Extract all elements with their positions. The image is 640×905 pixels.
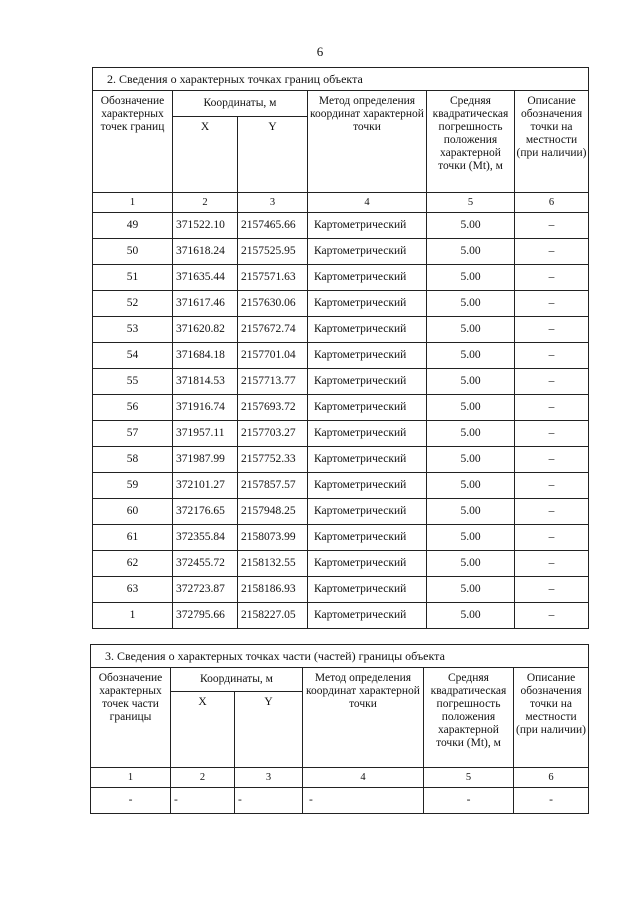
table-row <box>93 603 589 629</box>
col-number: 4 <box>303 768 424 788</box>
x-cell: 372455.72 <box>173 551 238 577</box>
mt-cell: 5.00 <box>427 239 515 265</box>
y-cell: 2157713.77 <box>238 369 308 395</box>
header-mt: Средняя квадратическая погрешность положения характерной точки (Mt), м <box>424 668 514 768</box>
mt-cell: 5.00 <box>427 421 515 447</box>
method-cell: Картометрический <box>308 369 427 395</box>
x-cell: 371684.18 <box>173 343 238 369</box>
y-cell: 2157752.33 <box>238 447 308 473</box>
table-row <box>93 265 589 291</box>
header-coords: Координаты, м <box>171 668 303 692</box>
y-cell: 2157525.95 <box>238 239 308 265</box>
mt-cell: - <box>424 788 514 814</box>
desc-cell: – <box>515 421 589 447</box>
mt-cell: 5.00 <box>427 291 515 317</box>
col-number: 4 <box>308 193 427 213</box>
point-cell: 1 <box>93 603 173 629</box>
desc-cell: – <box>515 395 589 421</box>
y-cell: 2157465.66 <box>238 213 308 239</box>
point-cell: 59 <box>93 473 173 499</box>
y-cell: 2157701.04 <box>238 343 308 369</box>
table-row <box>93 395 589 421</box>
method-cell: Картометрический <box>308 421 427 447</box>
x-cell: 372355.84 <box>173 525 238 551</box>
header-point: Обозначение характерных точек части границы <box>91 668 171 768</box>
method-cell: - <box>303 788 424 814</box>
x-cell: 371620.82 <box>173 317 238 343</box>
mt-cell: 5.00 <box>427 447 515 473</box>
table-row <box>93 369 589 395</box>
method-cell: Картометрический <box>308 239 427 265</box>
page-number: 6 <box>316 44 324 59</box>
col-number: 6 <box>514 768 589 788</box>
table-row <box>93 343 589 369</box>
x-cell: 371522.10 <box>173 213 238 239</box>
desc-cell: – <box>515 473 589 499</box>
desc-cell: – <box>515 525 589 551</box>
col-number: 3 <box>235 768 303 788</box>
mt-cell: 5.00 <box>427 395 515 421</box>
point-cell: 56 <box>93 395 173 421</box>
method-cell: Картометрический <box>308 343 427 369</box>
x-cell: 371618.24 <box>173 239 238 265</box>
point-cell: 57 <box>93 421 173 447</box>
method-cell: Картометрический <box>308 395 427 421</box>
section-title: 3. Сведения о характерных точках части (частей) границы объекта <box>91 645 589 668</box>
desc-cell: – <box>515 239 589 265</box>
header-y: Y <box>235 692 303 768</box>
desc-cell: – <box>515 265 589 291</box>
table-row <box>93 421 589 447</box>
desc-cell: – <box>515 213 589 239</box>
y-cell: 2157703.27 <box>238 421 308 447</box>
mt-cell: 5.00 <box>427 577 515 603</box>
table-row <box>93 239 589 265</box>
point-cell: 51 <box>93 265 173 291</box>
method-cell: Картометрический <box>308 213 427 239</box>
col-number: 3 <box>238 193 308 213</box>
col-number: 1 <box>91 768 171 788</box>
desc-cell: - <box>514 788 589 814</box>
y-cell: 2157630.06 <box>238 291 308 317</box>
col-number: 2 <box>173 193 238 213</box>
point-cell: - <box>91 788 171 814</box>
table-row <box>93 551 589 577</box>
point-cell: 58 <box>93 447 173 473</box>
mt-cell: 5.00 <box>427 317 515 343</box>
method-cell: Картометрический <box>308 551 427 577</box>
table-body <box>91 788 589 814</box>
y-cell: 2157693.72 <box>238 395 308 421</box>
table-row <box>93 473 589 499</box>
mt-cell: 5.00 <box>427 603 515 629</box>
header-mt: Средняя квадратическая погрешность положения характерной точки (Mt), м <box>427 91 515 193</box>
y-cell: 2157857.57 <box>238 473 308 499</box>
y-cell: 2157948.25 <box>238 499 308 525</box>
header-desc: Описание обозначения точки на местности (при наличии) <box>515 91 589 193</box>
table-row <box>93 525 589 551</box>
header-point: Обозначение характерных точек границ <box>93 91 173 193</box>
point-cell: 52 <box>93 291 173 317</box>
y-cell: 2158227.05 <box>238 603 308 629</box>
mt-cell: 5.00 <box>427 213 515 239</box>
mt-cell: 5.00 <box>427 473 515 499</box>
method-cell: Картометрический <box>308 265 427 291</box>
y-cell: - <box>235 788 303 814</box>
point-cell: 49 <box>93 213 173 239</box>
header-method: Метод определения координат характерной точки <box>303 668 424 768</box>
x-cell: 372176.65 <box>173 499 238 525</box>
mt-cell: 5.00 <box>427 499 515 525</box>
header-x: X <box>173 117 238 193</box>
point-cell: 62 <box>93 551 173 577</box>
method-cell: Картометрический <box>308 603 427 629</box>
desc-cell: – <box>515 447 589 473</box>
desc-cell: – <box>515 603 589 629</box>
header-coords: Координаты, м <box>173 91 308 117</box>
desc-cell: – <box>515 369 589 395</box>
method-cell: Картометрический <box>308 577 427 603</box>
desc-cell: – <box>515 343 589 369</box>
point-cell: 53 <box>93 317 173 343</box>
x-cell: 371635.44 <box>173 265 238 291</box>
y-cell: 2158132.55 <box>238 551 308 577</box>
x-cell: 371987.99 <box>173 447 238 473</box>
col-number: 6 <box>515 193 589 213</box>
point-cell: 60 <box>93 499 173 525</box>
col-number: 5 <box>424 768 514 788</box>
mt-cell: 5.00 <box>427 343 515 369</box>
x-cell: 371617.46 <box>173 291 238 317</box>
x-cell: 371916.74 <box>173 395 238 421</box>
point-cell: 54 <box>93 343 173 369</box>
section-title: 2. Сведения о характерных точках границ объекта <box>93 68 589 91</box>
x-cell: - <box>171 788 235 814</box>
part-boundary-points-table <box>90 644 589 814</box>
desc-cell: – <box>515 551 589 577</box>
x-cell: 372723.87 <box>173 577 238 603</box>
header-method: Метод определения координат характерной точки <box>308 91 427 193</box>
method-cell: Картометрический <box>308 473 427 499</box>
method-cell: Картометрический <box>308 317 427 343</box>
boundary-points-table <box>92 67 589 629</box>
y-cell: 2157672.74 <box>238 317 308 343</box>
method-cell: Картометрический <box>308 291 427 317</box>
method-cell: Картометрический <box>308 447 427 473</box>
header-y: Y <box>238 117 308 193</box>
x-cell: 372101.27 <box>173 473 238 499</box>
desc-cell: – <box>515 317 589 343</box>
desc-cell: – <box>515 291 589 317</box>
y-cell: 2158073.99 <box>238 525 308 551</box>
method-cell: Картометрический <box>308 499 427 525</box>
point-cell: 63 <box>93 577 173 603</box>
header-desc: Описание обозначения точки на местности (при наличии) <box>514 668 589 768</box>
point-cell: 50 <box>93 239 173 265</box>
table-row <box>93 317 589 343</box>
mt-cell: 5.00 <box>427 265 515 291</box>
mt-cell: 5.00 <box>427 525 515 551</box>
desc-cell: – <box>515 499 589 525</box>
col-number: 1 <box>93 193 173 213</box>
table-row <box>91 788 589 814</box>
desc-cell: – <box>515 577 589 603</box>
mt-cell: 5.00 <box>427 369 515 395</box>
table-row <box>93 577 589 603</box>
table-row <box>93 447 589 473</box>
table-row <box>93 213 589 239</box>
table-row <box>93 291 589 317</box>
x-cell: 371957.11 <box>173 421 238 447</box>
table-row <box>93 499 589 525</box>
x-cell: 372795.66 <box>173 603 238 629</box>
header-x: X <box>171 692 235 768</box>
point-cell: 55 <box>93 369 173 395</box>
table-body <box>93 213 589 629</box>
x-cell: 371814.53 <box>173 369 238 395</box>
y-cell: 2157571.63 <box>238 265 308 291</box>
point-cell: 61 <box>93 525 173 551</box>
col-number: 5 <box>427 193 515 213</box>
col-number: 2 <box>171 768 235 788</box>
mt-cell: 5.00 <box>427 551 515 577</box>
method-cell: Картометрический <box>308 525 427 551</box>
y-cell: 2158186.93 <box>238 577 308 603</box>
